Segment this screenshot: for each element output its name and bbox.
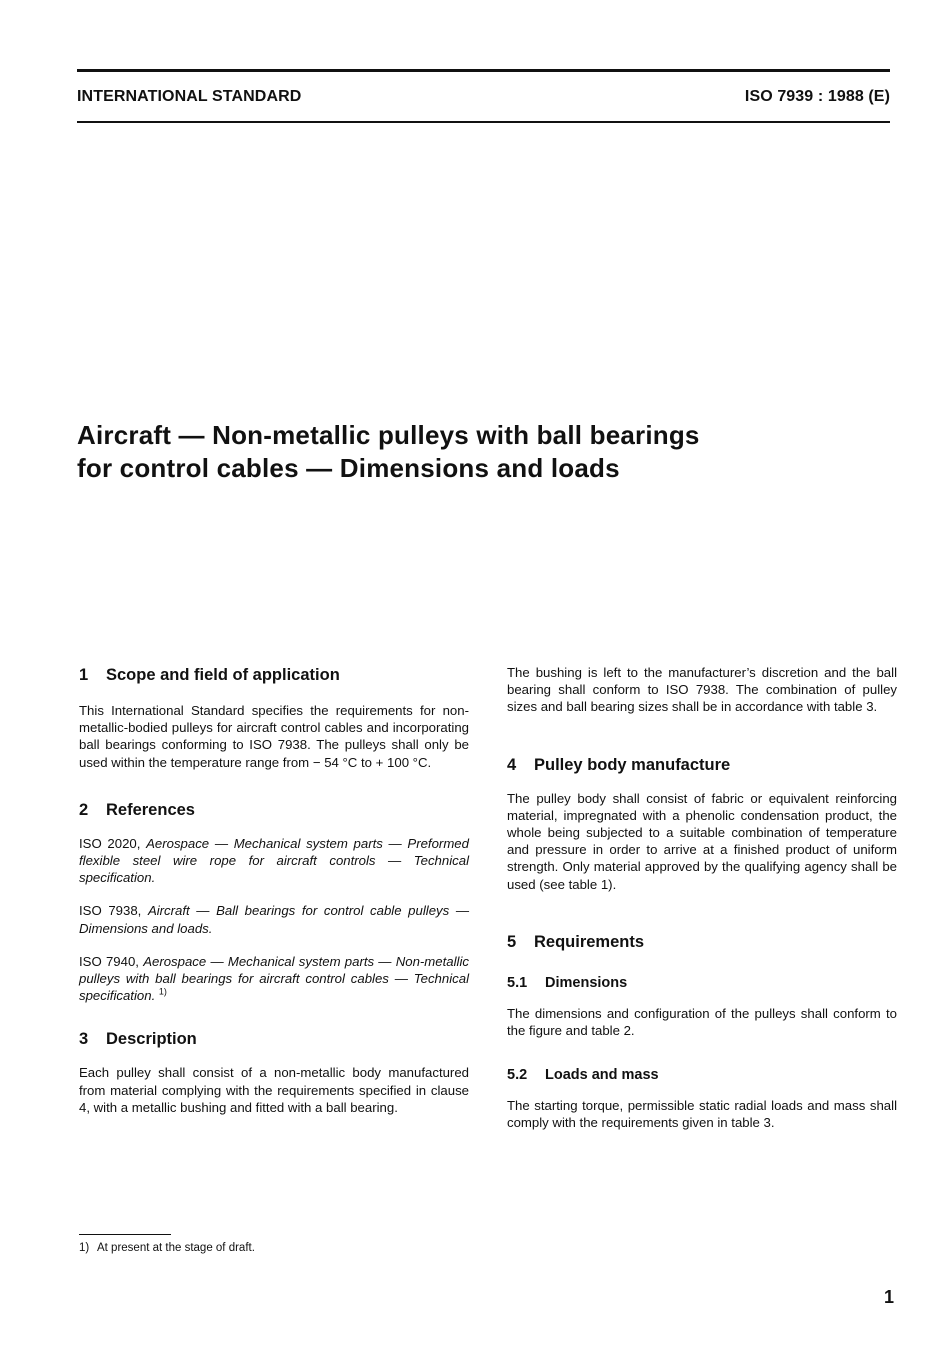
section-4-body: The pulley body shall consist of fabric or equivalent reinforcing material, impregnated with a phenolic condensation product, the whole being subjected to a suitable combination of temperature and pressure in order to arrive at a finished product of uniform strength. Only material approved by the qualifying agency shall be used (see table 1). [507, 790, 897, 892]
section-5-1-body: The dimensions and configuration of the pulleys shall conform to the figure and table 2. [507, 1005, 897, 1039]
section-4-heading: 4 Pulley body manufacture [507, 755, 731, 774]
section-3-heading: 3 Description [79, 1030, 197, 1049]
footnote-marker: 1) [158, 986, 167, 997]
section-2-heading: 2 References [79, 800, 195, 819]
reference-iso-7940: ISO 7940, Aerospace — Mechanical system parts — Non-metallic pulleys with ball bearings for aircraft control cables — Technical specification. $^{1)}$ [79, 953, 470, 1004]
document-title [77, 419, 877, 485]
footnote-rule [79, 1234, 171, 1235]
section-5-1-heading: 5.1 Dimensions [507, 974, 628, 991]
reference-iso-7938: ISO 7938, Aircraft — Ball bearings for control cable pulleys — Dimensions and loads. [79, 903, 470, 936]
header-bottom-rule [77, 121, 890, 123]
standard-number: ISO 7939 : 1988 (E) [744, 88, 890, 105]
document-type-label: INTERNATIONAL STANDARD [77, 88, 302, 105]
left-column [79, 664, 469, 1116]
section-5-2-heading: 5.2 Loads and mass [507, 1067, 659, 1084]
page-number: 1 [883, 1287, 894, 1307]
right-column [507, 664, 897, 1132]
section-5-heading: 5 Requirements [507, 932, 645, 951]
title-line-1: Aircraft — Non-metallic pulleys with ball bearings [77, 420, 700, 450]
section-3-body: Each pulley shall consist of a non-metallic body manufactured from material complying with the requirements specified in clause 4, with a metallic bushing and fitted with a ball bearing. [79, 1065, 469, 1115]
section-1-body: This International Standard specifies the requirements for non-metallic-bodied pulleys for aircraft control cables and incorporating ball bearings conforming to ISO 7938. The pulleys shall only be used within the temperature range from − 54 °C to + 100 °C. [79, 703, 469, 770]
header-top-rule [77, 69, 890, 72]
footnote: 1) At present at the stage of draft. [79, 1242, 255, 1254]
section-5-2-body: The starting torque, permissible static radial loads and mass shall comply with the requirements given in table 3. [507, 1098, 897, 1131]
section-1-heading: 1 Scope and field of application [79, 666, 340, 684]
reference-iso-2020: ISO 2020, Aerospace — Mechanical system parts — Preformed flexible steel wire rope for aircraft controls — Technical specification. [79, 835, 469, 886]
title-line-2: for control cables — Dimensions and loads [77, 453, 620, 483]
section-3-continued: The bushing is left to the manufacturer’s discretion and the ball bearing shall conform to ISO 7938. The combination of pulley sizes and ball bearing sizes shall be in accordance with table 3. [507, 665, 897, 715]
